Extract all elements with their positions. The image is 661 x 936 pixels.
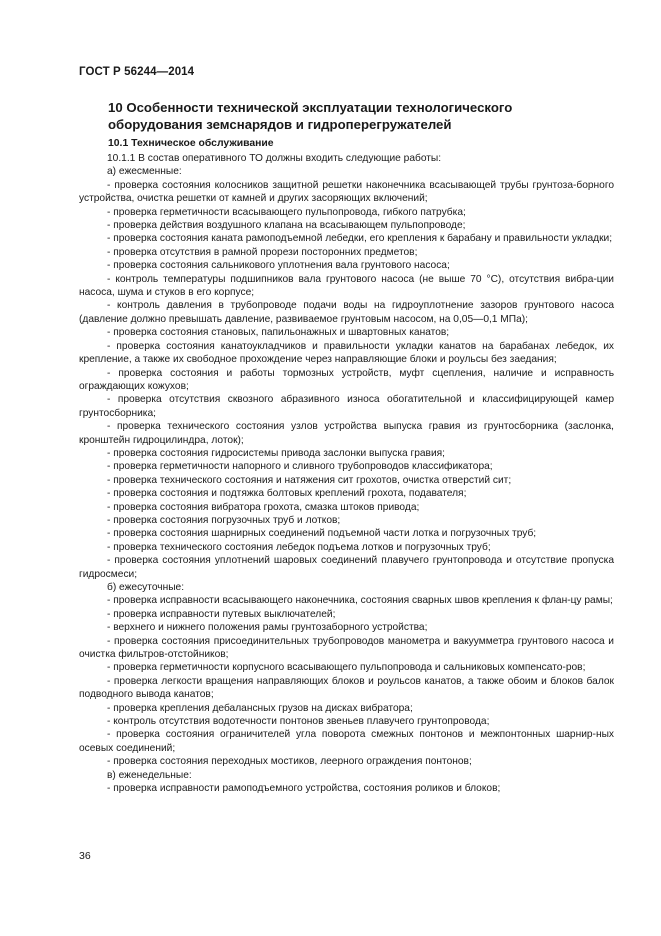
paragraph: - верхнего и нижнего положения рамы грунтозаборного устройства; bbox=[107, 622, 428, 634]
paragraph: - проверка состояния вибратора грохота, смазка штоков привода; bbox=[107, 501, 420, 513]
paragraph: - проверка состояния присоединительных трубопроводов манометра и вакуумметра грунтового насоса и очистка фильтров-отстойников; bbox=[79, 635, 614, 661]
paragraph: - проверка исправности путевых выключателей; bbox=[107, 608, 336, 620]
paragraph: - проверка состояния уплотнений шаровых соединений плавучего грунтопровода и отсутствие пропуска гидросмеси; bbox=[79, 555, 614, 580]
paragraph: - проверка крепления дебалансных грузов на дисках вибратора; bbox=[107, 702, 413, 714]
document-header: ГОСТ Р 56244—2014 bbox=[79, 66, 195, 78]
paragraph: 10.1.1 В состав оперативного ТО должны входить следующие работы: bbox=[107, 153, 442, 164]
paragraph: - контроль температуры подшипников вала грунтового насоса (не выше 70 °С), отсутствия вибра-ции насоса, шума и стуков в его корпусе; bbox=[79, 273, 614, 299]
paragraph: - проверка отсутствия сквозного абразивного износа обогатительной и классифицирующей камер грунтосборника; bbox=[79, 394, 614, 419]
paragraph: - проверка легкости вращения направляющих блоков и роульсов канатов, а также обоим и блоков балок подводного вывода канатов; bbox=[79, 675, 614, 701]
paragraph: - проверка состояния переходных мостиков, леерного ограждения понтонов; bbox=[107, 756, 472, 768]
paragraph: - проверка состояния и работы тормозных устройств, муфт сцепления, наличие и исправность ограждающих кожухов; bbox=[79, 367, 614, 392]
paragraph: - проверка состояния погрузочных труб и лотков; bbox=[107, 514, 341, 526]
paragraph: - проверка действия воздушного клапана на всасывающем пульпопроводе; bbox=[107, 220, 466, 232]
paragraph: - проверка герметичности всасывающего пульпопровода, гибкого патрубка; bbox=[107, 206, 466, 218]
paragraph: - проверка исправности всасывающего наконечника, состояния сварных швов крепления к флан-цу рамы; bbox=[107, 595, 613, 607]
paragraph: - проверка технического состояния лебедок подъема лотков и погрузочных труб; bbox=[107, 541, 491, 553]
paragraph: в) еженедельные: bbox=[107, 769, 192, 781]
paragraph: - проверка состояния становых, папильонажных и швартовных канатов; bbox=[107, 327, 450, 339]
paragraph: - проверка состояния ограничителей угла поворота смежных понтонов и межпонтонных шарнир-ных осевых соединений; bbox=[79, 729, 614, 754]
paragraph: - проверка герметичности напорного и сливного трубопроводов классификатора; bbox=[107, 461, 493, 473]
paragraph: - проверка состояния колосников защитной решетки наконечника всасывающей трубы грунтоза-борного устройства, очистка решетки от камней и других засоряющих включений; bbox=[79, 179, 614, 205]
paragraph: - проверка состояния гидросистемы привода заслонки выпуска гравия; bbox=[107, 447, 445, 459]
paragraph: - проверка технического состояния узлов устройства выпуска гравия из грунтосборника (заслонка, кронштейн гидроцилиндра, лоток); bbox=[79, 421, 614, 446]
paragraph: - проверка состояния сальникового уплотнения вала грунтового насоса; bbox=[107, 260, 450, 272]
body-text bbox=[79, 152, 614, 796]
paragraph: - проверка технического состояния и натяжения сит грохотов, очистка отверстий сит; bbox=[107, 474, 512, 486]
subsection-title: 10.1 Техническое обслуживание bbox=[108, 138, 274, 149]
paragraph: - проверка состояния каната рамоподъемной лебедки, его крепления к барабану и правильности укладки; bbox=[107, 233, 613, 245]
paragraph: - контроль давления в трубопроводе подачи воды на гидроуплотнение зазоров грунтового насоса (давление должно превышать давление, развиваемое грунтовым насосом, на 0,05—0,1 МПа); bbox=[79, 300, 614, 325]
paragraph: - проверка состояния канатоукладчиков и правильности укладки канатов на барабанах лебедок, их крепление, а также их свободное прохождение через направляющие блоки и роульсы без заедания; bbox=[79, 340, 614, 366]
paragraph: - проверка отсутствия в рамной прорези посторонних предметов; bbox=[107, 246, 418, 258]
paragraph: - проверка состояния и подтяжка болтовых креплений грохота, подавателя; bbox=[107, 488, 467, 500]
section-title: 10 Особенности технической эксплуатации технологического оборудования земснарядов и гидроперегружателей bbox=[108, 100, 513, 132]
paragraph: - проверка герметичности корпусного всасывающего пульпопровода и сальниковых компенсато-ров; bbox=[107, 662, 586, 674]
paragraph: - проверка исправности рамоподъемного устройства, состояния роликов и блоков; bbox=[107, 783, 501, 795]
paragraph: - контроль отсутствия водотечности понтонов звеньев плавучего грунтопровода; bbox=[107, 716, 490, 728]
paragraph: а) ежесменные: bbox=[107, 166, 182, 178]
paragraph: - проверка состояния шарнирных соединений подъемной части лотка и погрузочных труб; bbox=[107, 528, 537, 540]
paragraph: б) ежесуточные: bbox=[107, 582, 185, 593]
page-number: 36 bbox=[79, 850, 91, 862]
